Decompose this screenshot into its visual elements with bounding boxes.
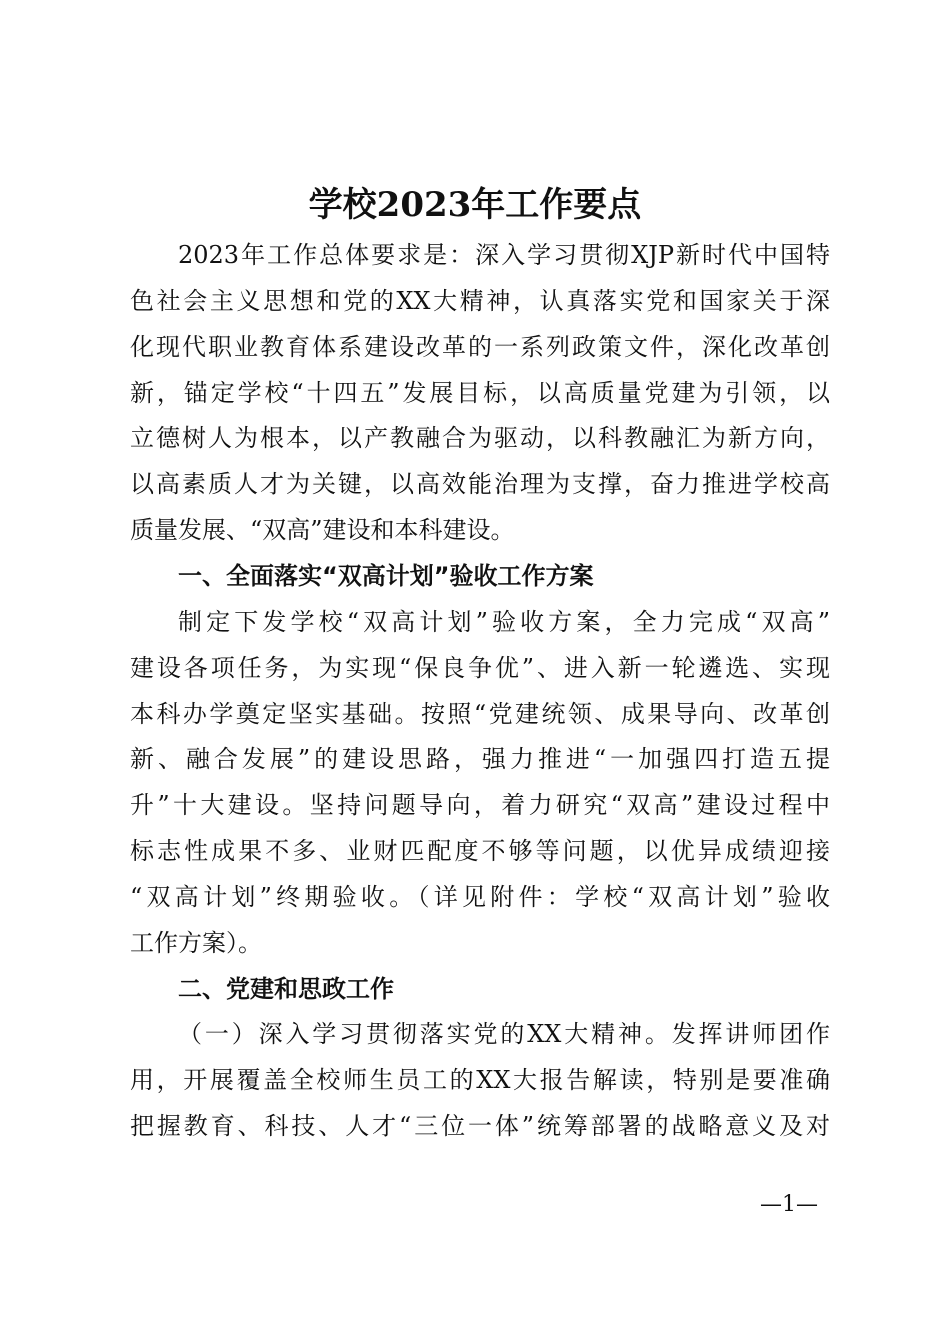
paragraph-line: 建设各项任务，为实现“保良争优”、进入新一轮遴选、实现 bbox=[130, 653, 830, 682]
paragraph-line: 用，开展覆盖全校师生员工的XX大报告解读，特别是要准确 bbox=[130, 1066, 830, 1095]
paragraph-line: 色社会主义思想和党的XX大精神，认真落实党和国家关于深 bbox=[130, 286, 830, 315]
paragraph-line: “双高计划”终期验收。（详见附件：学校“双高计划”验收 bbox=[130, 882, 830, 911]
paragraph-line: 标志性成果不多、业财匹配度不够等问题，以优异成绩迎接 bbox=[130, 837, 830, 866]
paragraph-line: 本科办学奠定坚实基础。按照“党建统领、成果导向、改革创 bbox=[130, 699, 830, 728]
paragraph-line: 制定下发学校“双高计划”验收方案，全力完成“双高” bbox=[178, 607, 830, 636]
paragraph-line: 升”十大建设。坚持问题导向，着力研究“双高”建设过程中 bbox=[130, 791, 830, 820]
paragraph-line: 工作方案）。 bbox=[130, 928, 262, 957]
section-heading: 二、党建和思政工作 bbox=[178, 974, 394, 1003]
page-number: —1— bbox=[760, 1192, 818, 1217]
paragraph-line: 化现代职业教育体系建设改革的一系列政策文件，深化改革创 bbox=[130, 332, 830, 361]
document-title: 学校2023年工作要点 bbox=[308, 185, 642, 225]
section-heading: 一、全面落实“双高计划”验收工作方案 bbox=[178, 561, 594, 590]
paragraph-line: 2023年工作总体要求是：深入学习贯彻XJP新时代中国特 bbox=[178, 241, 830, 269]
paragraph-line: 新、融合发展”的建设思路，强力推进“一加强四打造五提 bbox=[130, 745, 830, 774]
paragraph-line: （一）深入学习贯彻落实党的XX大精神。发挥讲师团作 bbox=[178, 1020, 830, 1049]
paragraph-line: 立德树人为根本，以产教融合为驱动，以科教融汇为新方向， bbox=[130, 424, 830, 453]
paragraph-line: 质量发展、“双高”建设和本科建设。 bbox=[130, 516, 515, 545]
paragraph-line: 以高素质人才为关键，以高效能治理为支撑，奋力推进学校高 bbox=[130, 470, 830, 499]
paragraph-line: 新，锚定学校“十四五”发展目标，以高质量党建为引领，以 bbox=[130, 378, 830, 407]
paragraph-line: 把握教育、科技、人才“三位一体”统筹部署的战略意义及对 bbox=[130, 1112, 830, 1141]
